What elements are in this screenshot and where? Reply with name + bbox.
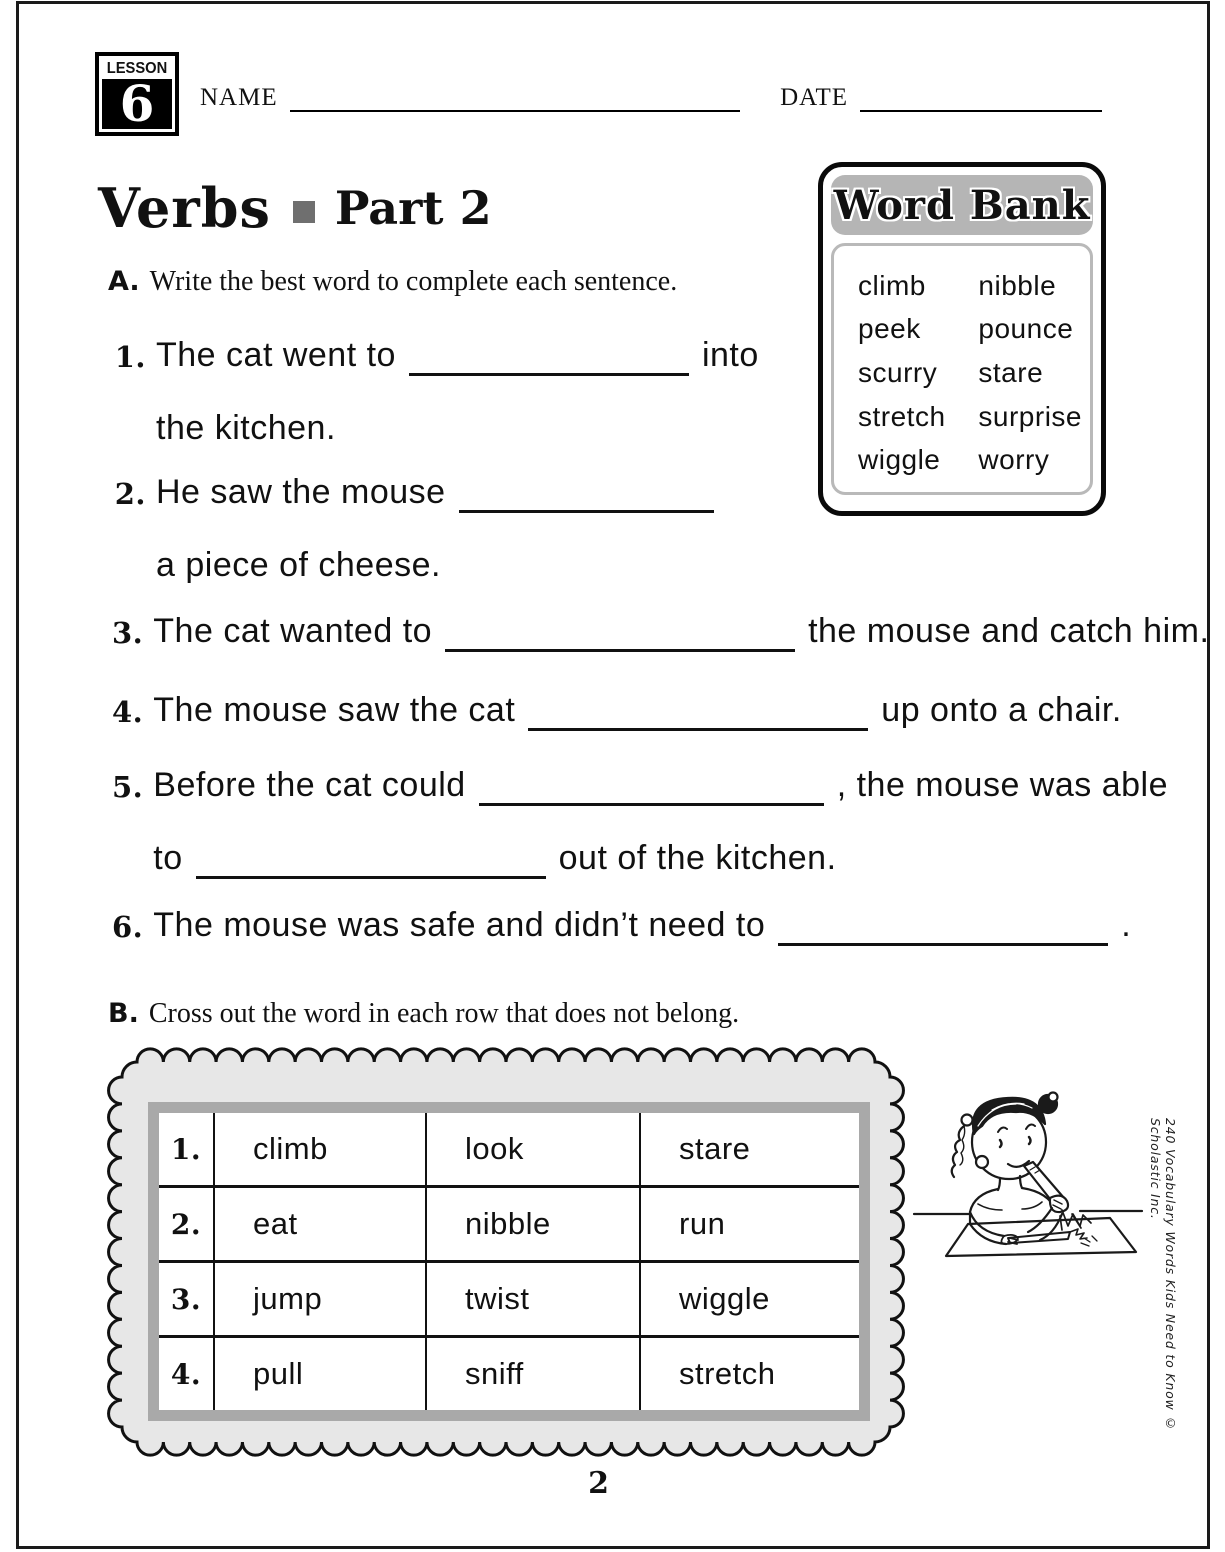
table-row: [159, 1335, 859, 1410]
sentence-lines: [156, 473, 1107, 592]
answer-blank[interactable]: [528, 728, 868, 731]
illustration-girl-chewing-carrot-icon: [912, 1086, 1144, 1272]
table-word[interactable]: stare: [641, 1113, 859, 1185]
answer-blank[interactable]: [196, 876, 546, 879]
sentence-text: up onto a chair.: [881, 691, 1122, 729]
table-word[interactable]: wiggle: [641, 1263, 859, 1335]
word-bank-word: scurry: [858, 356, 938, 388]
table-word[interactable]: climb: [215, 1113, 427, 1185]
sentence-number: 6.: [112, 910, 144, 944]
word-bank-word: stretch: [858, 400, 946, 432]
word-bank-word: peek: [858, 313, 921, 345]
copyright-sidebar-text: 240 Vocabulary Words Kids Need to Know © Scholastic Inc.: [1148, 1118, 1178, 1432]
lesson-badge-label: LESSON: [106, 60, 168, 77]
sentence-lines: [153, 906, 1131, 952]
row-number: 4.: [159, 1338, 215, 1410]
word-bank-word: wiggle: [858, 444, 941, 476]
answer-blank[interactable]: [459, 510, 714, 513]
answer-blank[interactable]: [479, 803, 824, 806]
word-bank-word: nibble: [978, 269, 1057, 301]
sentence-text: The cat wanted to: [153, 612, 433, 650]
word-bank-word: climb: [858, 269, 926, 301]
sentence-number: 3.: [112, 616, 144, 650]
table-word[interactable]: look: [427, 1113, 641, 1185]
table-word[interactable]: sniff: [427, 1338, 641, 1410]
sentence-text: Before the cat could: [153, 766, 466, 804]
crossout-table-frame: [148, 1102, 870, 1421]
table-word[interactable]: pull: [215, 1338, 427, 1410]
sentence-text: He saw the mouse: [156, 473, 446, 511]
sentence-text: the kitchen.: [156, 409, 336, 447]
sentence-item: [112, 612, 1210, 658]
page-number: 2: [588, 1466, 609, 1501]
table-row: [159, 1260, 859, 1335]
section-b-instruction: Cross out the word in each row that does not belong.: [148, 998, 740, 1029]
answer-blank[interactable]: [778, 943, 1108, 946]
sentence-number: 2.: [114, 477, 146, 511]
lesson-badge-number: 6: [102, 79, 172, 129]
row-number: 3.: [159, 1263, 215, 1335]
sentence-text: The mouse saw the cat: [153, 691, 516, 729]
sentence-text: The mouse was safe and didn’t need to: [153, 906, 766, 944]
name-label: NAME: [200, 84, 278, 111]
section-b-label: B.: [108, 998, 139, 1029]
answer-blank[interactable]: [445, 649, 795, 652]
page-title-part: Part 2: [334, 181, 492, 235]
sentence-number: 4.: [112, 695, 144, 729]
table-word[interactable]: nibble: [427, 1188, 641, 1260]
sentence-item: [112, 906, 1132, 952]
sentence-item: [112, 473, 1107, 592]
sentence-text: out of the kitchen.: [558, 839, 837, 877]
date-label: DATE: [780, 84, 848, 111]
word-bank-word: worry: [978, 444, 1050, 476]
sentence-line: [153, 766, 1168, 812]
word-bank-word: pounce: [978, 313, 1074, 345]
row-number: 2.: [159, 1188, 215, 1260]
sentence-line: [153, 691, 1122, 737]
sentence-text: a piece of cheese.: [156, 546, 441, 584]
sentence-line: [156, 336, 1107, 382]
table-word[interactable]: twist: [427, 1263, 641, 1335]
table-word[interactable]: eat: [215, 1188, 427, 1260]
table-word[interactable]: stretch: [641, 1338, 859, 1410]
crossout-table: [159, 1113, 859, 1410]
sentence-line: [156, 473, 1107, 519]
sentence-number: 5.: [112, 770, 144, 804]
sentence-text: to: [153, 839, 183, 877]
word-bank-word: stare: [978, 356, 1044, 388]
answer-blank[interactable]: [409, 373, 689, 376]
table-word[interactable]: jump: [215, 1263, 427, 1335]
sentence-text: into: [701, 336, 759, 374]
sentence-number: 1.: [114, 340, 146, 374]
sentence-line: [153, 839, 1168, 885]
sentence-text: , the mouse was able: [836, 766, 1168, 804]
sentence-item: [112, 766, 1168, 885]
crossout-activity-box: [106, 1046, 906, 1458]
sentence-item: [112, 691, 1122, 737]
sentence-lines: [156, 336, 1107, 455]
sentence-lines: [153, 766, 1168, 885]
table-word[interactable]: run: [641, 1188, 859, 1260]
word-bank-title: Word Bank: [831, 175, 1093, 235]
sentence-line: [153, 906, 1131, 952]
sentence-item: [112, 336, 1107, 455]
sentence-lines: [153, 691, 1122, 737]
sentence-line: [156, 546, 1107, 592]
sentence-text: the mouse and catch him.: [808, 612, 1210, 650]
page-title-word: Verbs: [98, 176, 271, 240]
section-a-instruction: Write the best word to complete each sentence.: [149, 266, 678, 297]
table-row: [159, 1113, 859, 1185]
sentence-lines: [153, 612, 1209, 658]
section-a-label: A.: [108, 266, 140, 297]
sentence-text: The cat went to: [156, 336, 396, 374]
section-b-heading: [108, 998, 739, 1030]
table-row: [159, 1185, 859, 1260]
sentence-line: [156, 409, 1107, 455]
sentence-text: .: [1121, 906, 1132, 944]
row-number: 1.: [159, 1113, 215, 1185]
word-bank-word: surprise: [978, 400, 1082, 432]
sentence-line: [153, 612, 1209, 658]
